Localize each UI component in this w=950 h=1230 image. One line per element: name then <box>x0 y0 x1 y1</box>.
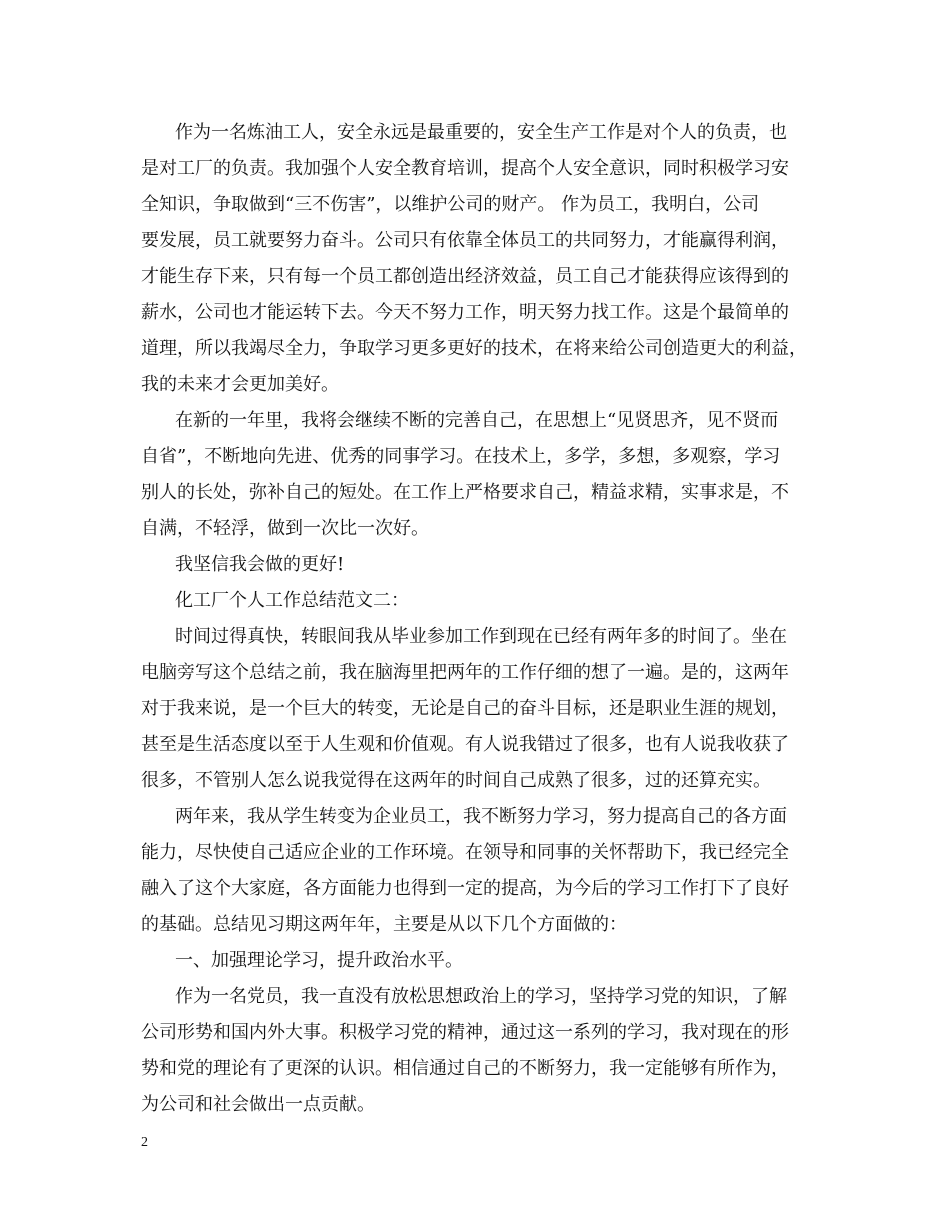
text-line: 别人的长处，弥补自己的短处。在工作上严格要求自己，精益求精，实事求是，不 <box>141 482 789 503</box>
text-line: 道理，所以我竭尽全力，争取学习更多更好的技术，在将来给公司创造更大的利益， <box>141 338 807 359</box>
text-line: 作为一名炼油工人，安全永远是最重要的，安全生产工作是对个人的负责，也 <box>175 122 787 143</box>
document-body <box>141 115 813 1123</box>
text-line: 公司形势和国内外大事。积极学习党的精神，通过这一系列的学习，我对现在的形 <box>141 1022 789 1043</box>
section-heading: 一、加强理论学习，提升政治水平。 <box>175 950 463 971</box>
text-line: 是对工厂的负责。我加强个人安全教育培训，提高个人安全意识，同时积极学习安 <box>141 158 789 179</box>
text-line: 势和党的理论有了更深的认识。相信通过自己的不断努力，我一定能够有所作为， <box>141 1058 789 1079</box>
text-line: 在新的一年里，我将会继续不断的完善自己，在思想上“见贤思齐，见不贤而 <box>175 410 779 431</box>
text-line: 能力，尽快使自己适应企业的工作环境。在领导和同事的关怀帮助下，我已经完全 <box>141 842 789 863</box>
text-line: 才能生存下来，只有每一个员工都创造出经济效益，员工自己才能获得应该得到的 <box>141 266 789 287</box>
text-line: 作为一名党员，我一直没有放松思想政治上的学习，坚持学习党的知识，了解 <box>175 986 787 1007</box>
text-line: 对于我来说，是一个巨大的转变，无论是自己的奋斗目标，还是职业生涯的规划， <box>141 698 789 719</box>
page-number: 2 <box>141 1135 148 1150</box>
text-line: 全知识，争取做到“三不伤害”，以维护公司的财产。 作为员工，我明白，公司 <box>141 194 760 215</box>
text-line: 融入了这个大家庭，各方面能力也得到一定的提高，为今后的学习工作打下了良好 <box>141 878 789 899</box>
text-line: 两年来，我从学生转变为企业员工，我不断努力学习，努力提高自己的各方面 <box>175 806 787 827</box>
text-line: 甚至是生活态度以至于人生观和价值观。有人说我错过了很多，也有人说我收获了 <box>141 734 789 755</box>
text-line: 很多，不管别人怎么说我觉得在这两年的时间自己成熟了很多，过的还算充实。 <box>141 770 771 791</box>
text-line: 自满，不轻浮，做到一次比一次好。 <box>141 518 429 539</box>
text-line: 我坚信我会做的更好! <box>175 554 345 575</box>
section-heading: 化工厂个人工作总结范文二： <box>175 590 409 611</box>
text-line: 时间过得真快，转眼间我从毕业参加工作到现在已经有两年多的时间了。坐在 <box>175 626 787 647</box>
text-line: 电脑旁写这个总结之前，我在脑海里把两年的工作仔细的想了一遍。是的，这两年 <box>141 662 789 683</box>
text-line: 要发展，员工就要努力奋斗。公司只有依靠全体员工的共同努力，才能赢得利润， <box>141 230 789 251</box>
text-line: 薪水，公司也才能运转下去。今天不努力工作，明天努力找工作。这是个最简单的 <box>141 302 789 323</box>
text-line: 为公司和社会做出一点贡献。 <box>141 1094 375 1115</box>
text-line: 的基础。总结见习期这两年年，主要是从以下几个方面做的： <box>141 914 627 935</box>
text-line: 自省”，不断地向先进、优秀的同事学习。在技术上，多学，多想，多观察，学习 <box>141 446 781 467</box>
text-line: 我的未来才会更加美好。 <box>141 374 339 395</box>
